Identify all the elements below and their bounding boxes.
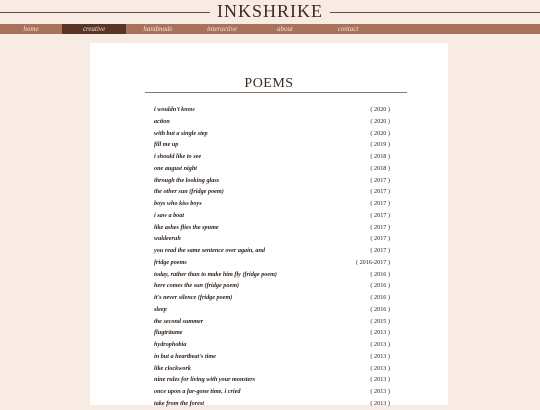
poem-title-link[interactable]: with but a single step: [154, 129, 208, 137]
nav-about[interactable]: about: [277, 25, 293, 33]
poem-row: [90, 374, 448, 386]
poem-list: [90, 104, 448, 410]
poem-row: [90, 280, 448, 292]
poem-year: ( 2018 ): [370, 164, 390, 172]
poem-title-link[interactable]: take from the forest: [154, 399, 205, 407]
poem-row: [90, 327, 448, 339]
poem-year: ( 2019 ): [370, 141, 390, 149]
poem-year: ( 2016 ): [370, 305, 390, 313]
poem-title-link[interactable]: here comes the sun (fridge poem): [154, 282, 240, 290]
poem-title-link[interactable]: i wouldn't know: [154, 106, 195, 113]
poem-title-link[interactable]: i should like to see: [154, 153, 202, 160]
poem-year: ( 2016-2017 ): [355, 258, 390, 266]
poem-title-link[interactable]: sleep: [154, 305, 167, 313]
poem-row: [90, 222, 448, 234]
nav-interactive[interactable]: interactive: [207, 25, 237, 33]
poem-row: [90, 104, 448, 116]
header-rule-right: [330, 12, 540, 13]
poem-title-link[interactable]: one august night: [154, 164, 197, 172]
nav-creative[interactable]: creative: [62, 24, 126, 34]
poem-year: ( 2020 ): [370, 106, 390, 113]
poem-year: ( 2020 ): [370, 129, 390, 137]
poem-row: [90, 386, 448, 398]
poem-title-link[interactable]: today, rather than to make him fly (fridge poem): [154, 270, 277, 278]
nav-home[interactable]: home: [23, 25, 39, 33]
content-panel: [90, 43, 448, 405]
poem-title-link[interactable]: in but a heartbeat's time: [154, 352, 216, 360]
poem-title-link[interactable]: the other sun (fridge poem): [154, 188, 224, 196]
poem-row: [90, 351, 448, 363]
poem-year: ( 2015 ): [370, 317, 390, 325]
poem-title-link[interactable]: flugträume: [154, 329, 183, 337]
nav-handmade[interactable]: handmade: [143, 25, 173, 33]
poem-year: ( 2016 ): [370, 294, 390, 301]
poem-row: [90, 292, 448, 304]
poem-title-link[interactable]: through the looking glass: [154, 176, 220, 184]
poem-year: ( 2017 ): [370, 223, 390, 231]
poem-row: [90, 398, 448, 410]
poem-title-link[interactable]: action: [154, 117, 170, 125]
site-title[interactable]: INKSHRIKE: [217, 1, 323, 21]
poem-row: [90, 198, 448, 210]
poem-title-link[interactable]: it's never silence (fridge poem): [154, 294, 233, 301]
poem-row: [90, 151, 448, 163]
poem-year: ( 2013 ): [370, 329, 390, 337]
poem-year: ( 2013 ): [370, 376, 390, 384]
poem-title-link[interactable]: nine rules for living with your monsters: [154, 376, 256, 384]
poem-row: [90, 116, 448, 128]
poem-row: [90, 363, 448, 375]
poem-year: ( 2017 ): [370, 188, 390, 196]
poem-row: [90, 175, 448, 187]
main-nav: [0, 24, 540, 34]
poem-year: ( 2013 ): [370, 399, 390, 407]
poem-row: [90, 186, 448, 198]
poem-year: ( 2013 ): [370, 352, 390, 360]
poem-title-link[interactable]: waldeeruh: [154, 235, 181, 243]
poem-year: ( 2016 ): [370, 270, 390, 278]
poem-title-link[interactable]: hydrophobia: [154, 341, 187, 348]
poem-row: [90, 269, 448, 281]
poem-row: [90, 316, 448, 328]
poem-year: ( 2013 ): [370, 388, 390, 395]
heading-divider: [145, 92, 407, 93]
poem-row: [90, 139, 448, 151]
poem-year: ( 2017 ): [370, 211, 390, 219]
poem-row: [90, 339, 448, 351]
poem-row: [90, 210, 448, 222]
poem-year: ( 2013 ): [370, 364, 390, 372]
poem-year: ( 2017 ): [370, 235, 390, 243]
poem-year: ( 2020 ): [370, 117, 390, 125]
poem-year: ( 2017 ): [370, 200, 390, 207]
poem-title-link[interactable]: once upon a far-gone time, i cried: [154, 388, 241, 395]
poem-year: ( 2013 ): [370, 341, 390, 348]
poem-row: [90, 257, 448, 269]
poem-title-link[interactable]: fridge poems: [154, 258, 187, 266]
nav-contact[interactable]: contact: [337, 25, 359, 33]
page-title: POEMS: [244, 76, 294, 91]
poem-row: [90, 245, 448, 257]
poem-year: ( 2016 ): [370, 282, 390, 290]
poem-title-link[interactable]: i saw a boat: [154, 211, 185, 219]
poem-year: ( 2017 ): [370, 176, 390, 184]
site-header: [0, 0, 540, 24]
poem-title-link[interactable]: like clockwork: [154, 364, 191, 372]
poem-row: [90, 163, 448, 175]
poem-row: [90, 304, 448, 316]
poem-year: ( 2018 ): [370, 153, 390, 160]
poem-title-link[interactable]: boys who kiss boys: [154, 200, 202, 207]
poem-row: [90, 233, 448, 245]
poem-title-link[interactable]: like ashes flies the spume: [154, 223, 219, 231]
poem-year: ( 2017 ): [370, 247, 390, 254]
poem-title-link[interactable]: fill me up: [154, 141, 179, 149]
poem-row: [90, 128, 448, 140]
poem-title-link[interactable]: the second summer: [154, 317, 204, 325]
poem-title-link[interactable]: you read the same sentence over again, and: [154, 247, 266, 254]
